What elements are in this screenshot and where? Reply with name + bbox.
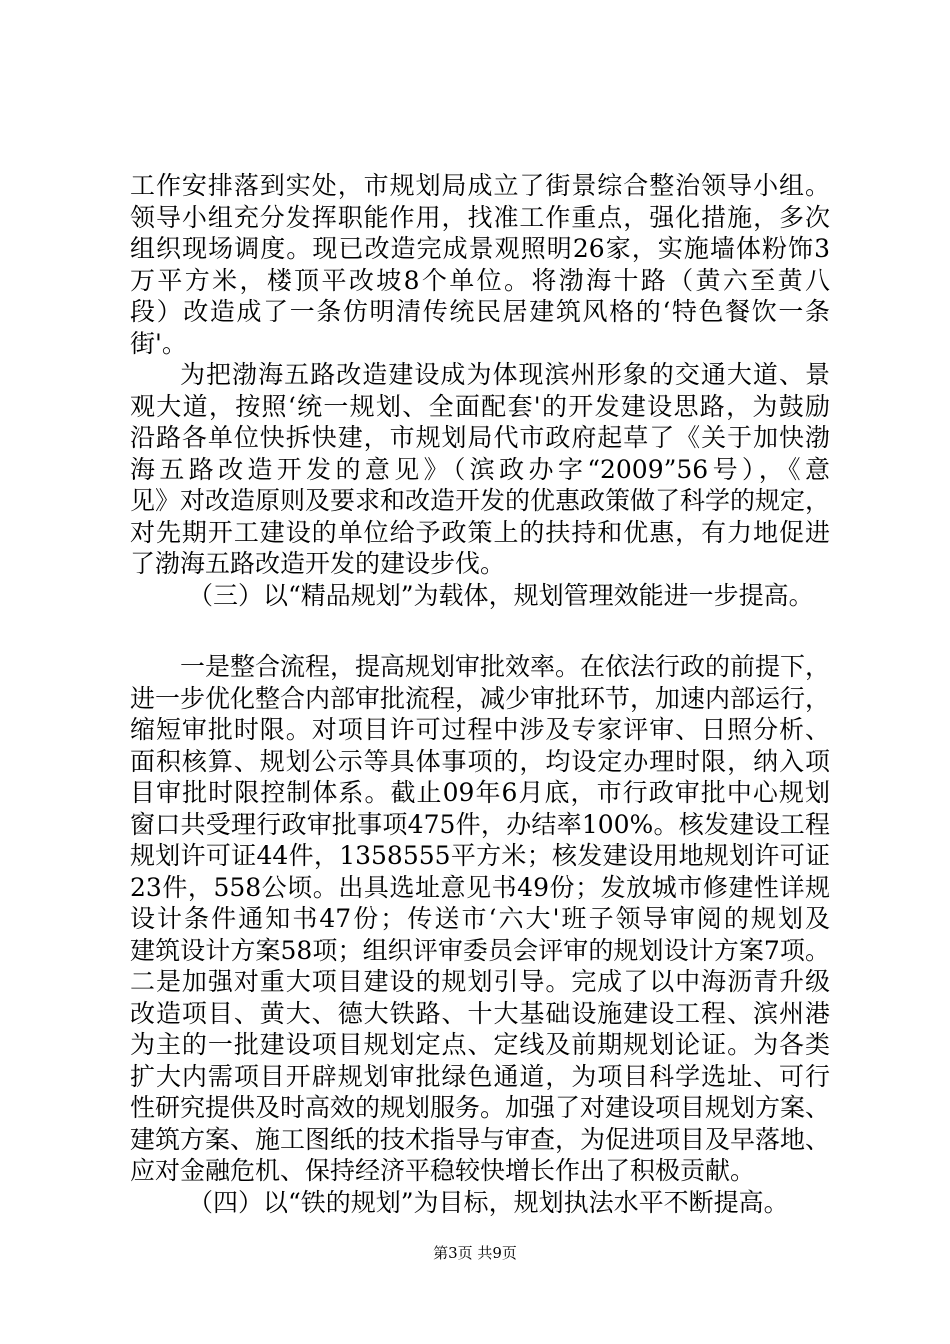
text-line: 工作安排落到实处，市规划局成立了街景综合整治领导小组。 [130,171,830,200]
paragraph-street-renovation [130,170,830,359]
text-line: 性研究提供及时高效的规划服务。加强了对建设项目规划方案、 [130,1093,831,1122]
text-line: 窗口共受理行政审批事项475件，办结率100%。核发建设工程 [130,809,830,839]
paragraph-bohai-road [130,359,830,580]
section-heading-4: （四）以“铁的规划”为目标，规划执法水平不断提高。 [188,1187,789,1217]
text-line: 段）改造成了一条仿明清传统民居建筑风格的‘特色餐饮一条 [130,297,830,326]
text-line: 缩短审批时限。对项目许可过程中涉及专家评审、日照分析、 [130,715,830,744]
section-spacer [130,611,830,651]
text-line: 进一步优化整合内部审批流程，减少审批环节，加速内部运行， [130,683,831,713]
text-line: 组织现场调度。现已改造完成景观照明26家，实施墙体粉饰3 [130,234,830,263]
page-number-footer: 第3页 共9页 [433,1244,517,1262]
text-line: 目审批时限控制体系。截止09年6月底，市行政审批中心规划 [130,778,830,807]
text-line: 设计条件通知书47份；传送市‘六大'班子领导审阅的规划及 [130,904,830,933]
text-line: 见》对改造原则及要求和改造开发的优惠政策做了科学的规定， [130,486,831,515]
text-line: 规划许可证44件，1358555平方米；核发建设用地规划许可证 [130,841,830,870]
text-line: 改造项目、黄大、德大铁路、十大基础设施建设工程、滨州港 [130,998,830,1028]
text-line: 对先期开工建设的单位给予政策上的扶持和优惠，有力地促进 [130,517,830,547]
text-line: 沿路各单位快拆快建，市规划局代市政府起草了《关于加快渤 [130,423,830,452]
text-line: 街'。 [130,328,187,358]
text-line: 观大道，按照‘统一规划、全面配套'的开发建设思路，为鼓励 [130,391,830,421]
text-line: 应对金融危机、保持经济平稳较快增长作出了积极贡献。 [130,1156,756,1185]
text-line: 了渤海五路改造开发的建设步伐。 [130,549,506,578]
text-line: 为主的一批建设项目规划定点、定线及前期规划论证。为各类 [130,1030,830,1059]
text-line: 23件，558公顷。出具选址意见书49份；发放城市修建性详规 [130,872,830,902]
text-line: 海五路改造开发的意见》（滨政办字“2009”56号），《意 [130,454,830,484]
text-line: 建筑方案、施工图纸的技术指导与审查，为促进项目及早落地、 [130,1124,831,1154]
text-line: 二是加强对重大项目建设的规划引导。完成了以中海沥青升级 [130,967,830,996]
text-line: 为把渤海五路改造建设成为体现滨州形象的交通大道、景 [180,360,830,389]
section-heading-3: （三）以“精品规划”为载体，规划管理效能进一步提高。 [188,580,814,610]
text-line: 扩大内需项目开辟规划审批绿色通道，为项目科学选址、可行 [130,1061,830,1091]
paragraph-approval-efficiency [130,651,830,1187]
document-body [130,170,830,1218]
text-line: 一是整合流程，提高规划审批效率。在依法行政的前提下， [180,652,831,681]
text-line: 领导小组充分发挥职能作用，找准工作重点，强化措施，多次 [130,202,830,232]
text-line: 建筑设计方案58项；组织评审委员会评审的规划设计方案7项。 [130,935,830,965]
text-line: 万平方米，楼顶平改坡8个单位。将渤海十路（黄六至黄八 [130,265,830,295]
text-line: 面积核算、规划公示等具体事项的，均设定办理时限，纳入项 [130,746,830,776]
